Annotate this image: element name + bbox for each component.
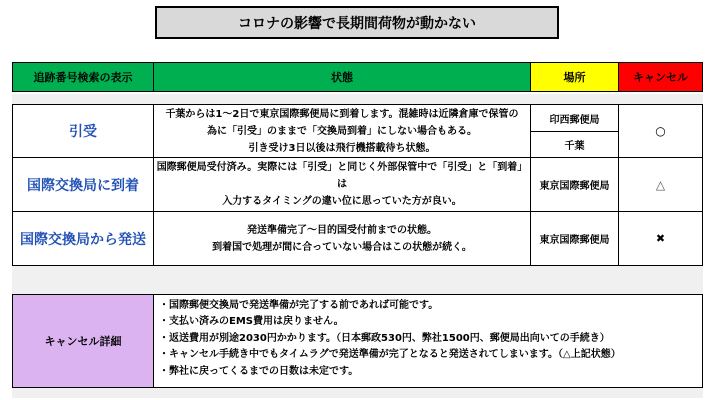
note-line: ・支払い済みのEMS費用は戻りません。 <box>159 316 344 328</box>
row-location: 東京国際郵便局 <box>530 157 619 212</box>
row-cancel-mark: △ <box>618 157 703 212</box>
row-location-inzai: 印西郵便局 <box>530 104 619 132</box>
cancel-detail-label: キャンセル詳細 <box>12 294 154 388</box>
desc-line: 千葉からは1～2日で東京国際郵便局に到着します。混雑時は近隣倉庫で保管の <box>165 108 519 120</box>
row-label-dispatched: 国際交換局から発送 <box>12 211 154 266</box>
row-location: 東京国際郵便局 <box>530 211 619 266</box>
row-cancel-mark: ✖ <box>618 211 703 266</box>
row-desc-dispatched <box>153 211 531 266</box>
row-desc-arrived <box>153 157 531 212</box>
spacer-band <box>12 94 703 104</box>
spacer-band <box>12 388 703 398</box>
desc-line: 入力するタイミングの違い位に思っていた方が良い。 <box>222 196 462 207</box>
desc-line: 国際郵便局受付済み。実際には「引受」と同じく外部保管中で「引受」と「到着」は <box>156 162 528 190</box>
desc-line: 引き受け3日以後は飛行機搭載待ち状態。 <box>248 142 436 154</box>
header-tracking: 追跡番号検索の表示 <box>12 62 154 92</box>
desc-line: 発送準備完了～目的国受付前までの状態。 <box>247 224 437 236</box>
cancel-detail-notes <box>153 294 703 388</box>
row-label-arrived: 国際交換局に到着 <box>12 157 154 212</box>
header-location: 場所 <box>530 62 619 92</box>
row-label-hikiuke: 引受 <box>12 104 154 158</box>
desc-line: 到着国で処理が間に合っていない場合はこの状態が続く。 <box>212 241 472 253</box>
note-line: ・返送費用が別途2030円かかります。（日本郵政530円、弊社1500円、郵便局出向いての手続き） <box>159 332 610 344</box>
page-title: コロナの影響で長期間荷物が動かない <box>155 6 559 39</box>
desc-line: 為に「引受」のままで「交換局到着」にしない場合もある。 <box>207 125 477 137</box>
note-line: ・国際郵便交換局で発送準備が完了する前であれば可能です。 <box>159 300 439 311</box>
note-line: ・キャンセル手続き中でもタイムラグで発送準備が完了となると発送されてしまいます。（△上記状態） <box>159 349 621 361</box>
row-desc-hikiuke <box>153 104 531 158</box>
row-cancel-mark: ○ <box>618 104 703 158</box>
row-location-chiba: 千葉 <box>530 131 619 158</box>
spacer-band <box>12 266 703 294</box>
note-line: ・弊社に戻ってくるまでの日数は未定です。 <box>159 365 359 377</box>
header-cancel: キャンセル <box>618 62 703 92</box>
header-status: 状態 <box>153 62 531 92</box>
